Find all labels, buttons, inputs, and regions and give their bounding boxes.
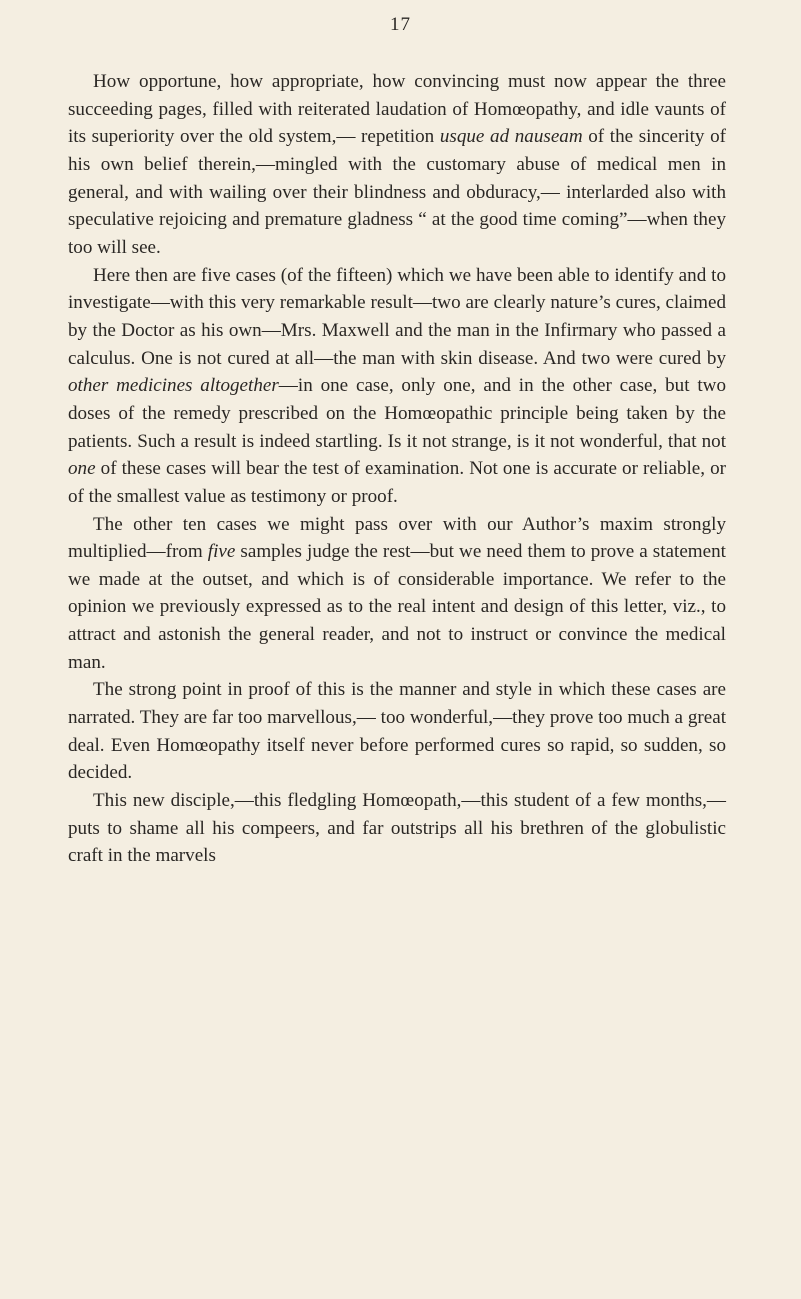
paragraph-text: The strong point in proof of this is the manner and style in which these cases are narrated. They are far too marvellous,— too wonderful,—they prove too much a great deal. Even Homœopathy itself never before performed cures so rapid, so sudden, so decided. — [68, 679, 726, 784]
paragraph-text: of the sincerity of his own belief therein,—mingled with the customary abuse of medical men in general, and with wailing over their blindness and obduracy,— interlarded also with speculative rejoicing and premature gladness “ at the good time coming”—when they too will see. — [68, 126, 726, 258]
paragraph-text: The other ten cases we might pass over with our Author’s maxim strongly multiplied—from — [68, 513, 726, 563]
italic-phrase: usque ad nauseam — [439, 126, 583, 148]
paragraph-5 — [68, 787, 726, 870]
paragraph-2 — [68, 262, 726, 511]
paragraph-text: samples judge the rest—but we need them to prove a statement we made at the outset, and which is of considerable importance. We refer to the opinion we previously expressed as to the real intent and design of this letter, viz., to attract and astonish the general reader, and not to instruct or convince the medical man. — [68, 541, 726, 673]
page-number: 17 — [390, 14, 411, 35]
italic-phrase: one — [68, 458, 96, 480]
paragraph-text: —in one case, only one, and in the other case, but two doses of the remedy prescribed on the Homœopathic principle being taken by the patients. Such a result is indeed startling. Is it not strange, is it not wonderful, that not — [68, 375, 726, 452]
paragraph-3 — [68, 511, 726, 677]
paragraph-1 — [68, 68, 726, 262]
paragraph-4 — [68, 676, 726, 787]
body-text — [68, 68, 726, 870]
paragraph-text: How opportune, how appropriate, how convincing must now appear the three succeeding pages, filled with reiterated laudation of Homœopathy, and idle vaunts of its superiority over the old system,— repetition — [68, 71, 726, 148]
italic-phrase: other medicines altogether — [68, 375, 279, 397]
paragraph-text: This new disciple,—this fledgling Homœopath,—this student of a few months,—puts to shame all his compeers, and far outstrips all his brethren of the globulistic craft in the marvels — [68, 790, 726, 867]
paragraph-text: of these cases will bear the test of examination. Not one is accurate or reliable, or of the smallest value as testimony or proof. — [68, 458, 726, 507]
italic-phrase: five — [207, 541, 236, 563]
paragraph-text: Here then are five cases (of the fifteen) which we have been able to identify and to investigate—with this very remarkable result—two are clearly nature’s cures, claimed by the Doctor as his own—Mrs. Maxwell and the man in the Infirmary who passed a calculus. One is not cured at all—the man with skin disease. And two were cured by — [68, 264, 726, 369]
